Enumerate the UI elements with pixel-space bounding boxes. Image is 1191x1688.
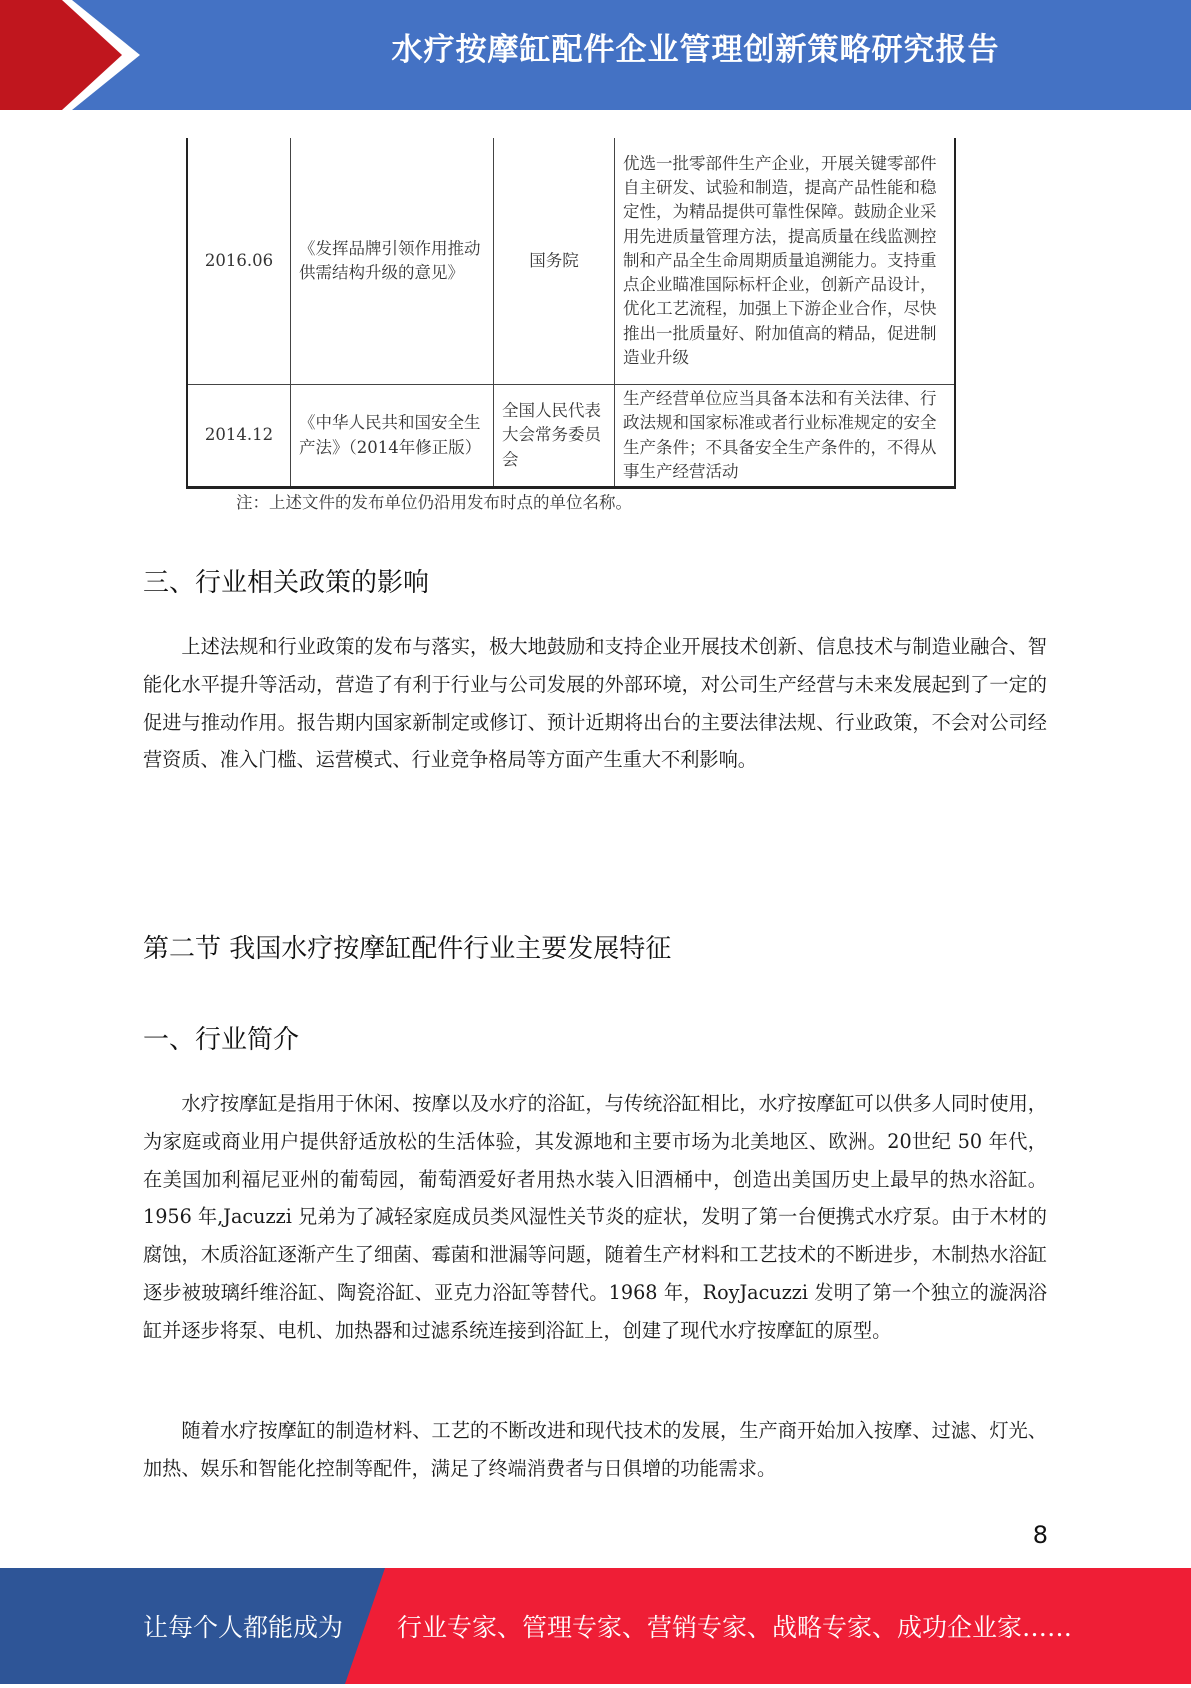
table-cell-content: 生产经营单位应当具备本法和有关法律、行政法规和国家标准或者行业标准规定的安全生产条件；不具备安全生产条件的，不得从事生产经营活动 [615,385,956,488]
page-footer [0,1568,1191,1684]
table-cell-date: 2014.12 [187,385,291,488]
header-arrow-decoration [0,0,150,110]
table-row [187,138,955,385]
page-number: 8 [1032,1521,1048,1549]
table-cell-issuer: 国务院 [494,138,615,385]
table-cell-content: 优选一批零部件生产企业，开展关键零部件自主研发、试验和制造，提高产品性能和稳定性，为精品提供可靠性保障。鼓励企业采用先进质量管理方法，提高质量在线监测控制和产品全生命周期质量追溯能力。支持重点企业瞄准国际标杆企业，创新产品设计，优化工艺流程，加强上下游企业合作，尽快推出一批质量好、附加值高的精品，促进制造业升级 [615,138,956,385]
section-heading: 一、行业简介 [143,1025,300,1055]
footer-slogan-left: 让每个人都能成为 [143,1613,344,1642]
chapter-heading: 第二节 我国水疗按摩缸配件行业主要发展特征 [143,934,672,964]
table-cell-issuer: 全国人民代表大会常务委员会 [494,385,615,488]
table-cell-document: 《发挥品牌引领作用推动供需结构升级的意见》 [291,138,494,385]
table-row [187,385,955,488]
header-title: 水疗按摩缸配件企业管理创新策略研究报告 [391,32,1000,68]
body-paragraph: 上述法规和行业政策的发布与落实，极大地鼓励和支持企业开展技术创新、信息技术与制造业融合、智能化水平提升等活动，营造了有利于行业与公司发展的外部环境，对公司生产经营与未来发展起到了一定的促进与推动作用。报告期内国家新制定或修订、预计近期将出台的主要法律法规、行业政策，不会对公司经营资质、准入门槛、运营模式、行业竞争格局等方面产生重大不利影响。 [143,635,1047,772]
body-paragraph: 随着水疗按摩缸的制造材料、工艺的不断改进和现代技术的发展，生产商开始加入按摩、过滤、灯光、加热、娱乐和智能化控制等配件，满足了终端消费者与日俱增的功能需求。 [143,1419,1047,1480]
policy-table [186,138,956,489]
table-cell-document: 《中华人民共和国安全生产法》（2014年修正版） [291,385,494,488]
table-cell-date: 2016.06 [187,138,291,385]
footer-slogan-right: 行业专家、管理专家、营销专家、战略专家、成功企业家…… [397,1613,1073,1642]
page-header [0,0,1191,110]
body-paragraph: 水疗按摩缸是指用于休闲、按摩以及水疗的浴缸，与传统浴缸相比，水疗按摩缸可以供多人同时使用，为家庭或商业用户提供舒适放松的生活体验，其发源地和主要市场为北美地区、欧洲。20世纪 50 年代，在美国加利福尼亚州的葡萄园，葡萄酒爱好者用热水装入旧酒桶中，创造出美国历史上最早的热水浴缸。1956 年,Jacuzzi 兄弟为了减轻家庭成员类风湿性关节炎的症状，发明了第一台便携式水疗泵。由于木材的腐蚀，木质浴缸逐渐产生了细菌、霉菌和泄漏等问题，随着生产材料和工艺技术的不断进步，木制热水浴缸逐步被玻璃纤维浴缸、陶瓷浴缸、亚克力浴缸等替代。1968 年，RoyJacuzzi 发明了第一个独立的漩涡浴缸并逐步将泵、电机、加热器和过滤系统连接到浴缸上，创建了现代水疗按摩缸的原型。 [143,1092,1047,1342]
section-heading: 三、行业相关政策的影响 [143,568,430,598]
table-note: 注：上述文件的发布单位仍沿用发布时点的单位名称。 [236,493,632,512]
